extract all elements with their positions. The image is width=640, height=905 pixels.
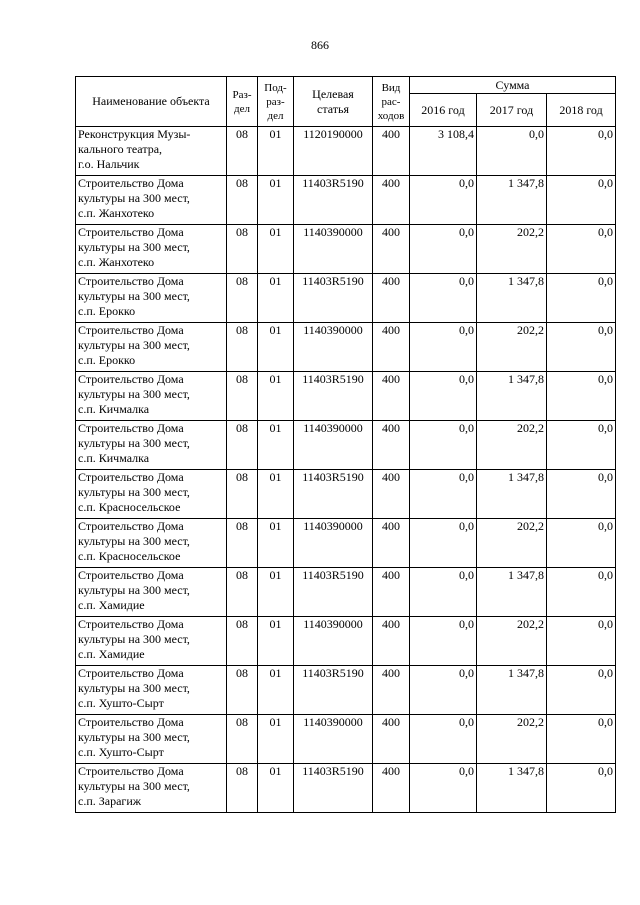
target-article-cell: 1140390000	[294, 617, 373, 666]
section-cell: 08	[227, 764, 258, 813]
target-article-cell: 11403R5190	[294, 372, 373, 421]
sum-2017-cell: 1 347,8	[477, 372, 547, 421]
section-cell: 08	[227, 666, 258, 715]
subsection-cell: 01	[258, 372, 294, 421]
table-row	[76, 666, 616, 715]
subsection-cell: 01	[258, 519, 294, 568]
sum-2017-cell: 1 347,8	[477, 764, 547, 813]
sum-2017-cell: 202,2	[477, 421, 547, 470]
sum-2018-cell: 0,0	[547, 568, 616, 617]
expense-type-cell: 400	[373, 470, 410, 519]
section-cell: 08	[227, 274, 258, 323]
sum-2016-cell: 0,0	[410, 519, 477, 568]
expense-type-cell: 400	[373, 176, 410, 225]
section-cell: 08	[227, 372, 258, 421]
sum-2017-cell: 0,0	[477, 127, 547, 176]
header-year-2018: 2018 год	[547, 94, 616, 127]
table-header	[76, 77, 616, 127]
expense-type-cell: 400	[373, 519, 410, 568]
sum-2018-cell: 0,0	[547, 470, 616, 519]
expense-type-cell: 400	[373, 617, 410, 666]
sum-2018-cell: 0,0	[547, 225, 616, 274]
header-expense-type: Вид рас- ходов	[373, 77, 410, 127]
page-number: 866	[311, 38, 329, 52]
section-cell: 08	[227, 225, 258, 274]
expense-type-cell: 400	[373, 666, 410, 715]
sum-2016-cell: 0,0	[410, 715, 477, 764]
table-row	[76, 764, 616, 813]
sum-2017-cell: 1 347,8	[477, 666, 547, 715]
sum-2017-cell: 1 347,8	[477, 274, 547, 323]
sum-2016-cell: 0,0	[410, 176, 477, 225]
table-row	[76, 323, 616, 372]
table-row	[76, 274, 616, 323]
sum-2018-cell: 0,0	[547, 421, 616, 470]
section-cell: 08	[227, 127, 258, 176]
table-row	[76, 715, 616, 764]
sum-2017-cell: 1 347,8	[477, 176, 547, 225]
subsection-cell: 01	[258, 715, 294, 764]
section-cell: 08	[227, 176, 258, 225]
subsection-cell: 01	[258, 421, 294, 470]
target-article-cell: 1140390000	[294, 715, 373, 764]
section-cell: 08	[227, 617, 258, 666]
target-article-cell: 11403R5190	[294, 470, 373, 519]
sum-2016-cell: 0,0	[410, 274, 477, 323]
section-cell: 08	[227, 421, 258, 470]
object-name-cell: Строительство Дома культуры на 300 мест, с.п. Хамидие	[76, 617, 227, 666]
sum-2017-cell: 202,2	[477, 715, 547, 764]
object-name-cell: Строительство Дома культуры на 300 мест, с.п. Зарагиж	[76, 764, 227, 813]
expense-type-cell: 400	[373, 764, 410, 813]
subsection-cell: 01	[258, 176, 294, 225]
section-cell: 08	[227, 715, 258, 764]
table-row	[76, 519, 616, 568]
expense-type-cell: 400	[373, 225, 410, 274]
target-article-cell: 1140390000	[294, 519, 373, 568]
object-name-cell: Строительство Дома культуры на 300 мест, с.п. Ерокко	[76, 323, 227, 372]
expense-type-cell: 400	[373, 568, 410, 617]
sum-2016-cell: 0,0	[410, 470, 477, 519]
table-row	[76, 617, 616, 666]
sum-2018-cell: 0,0	[547, 617, 616, 666]
header-target: Целевая статья	[294, 77, 373, 127]
object-name-cell: Строительство Дома культуры на 300 мест, с.п. Жанхотеко	[76, 176, 227, 225]
table-row	[76, 176, 616, 225]
sum-2018-cell: 0,0	[547, 274, 616, 323]
expense-type-cell: 400	[373, 274, 410, 323]
target-article-cell: 11403R5190	[294, 666, 373, 715]
header-subsection: Под- раз- дел	[258, 77, 294, 127]
target-article-cell: 11403R5190	[294, 764, 373, 813]
sum-2017-cell: 1 347,8	[477, 568, 547, 617]
sum-2018-cell: 0,0	[547, 519, 616, 568]
sum-2018-cell: 0,0	[547, 666, 616, 715]
object-name-cell: Строительство Дома культуры на 300 мест, с.п. Хушто-Сырт	[76, 715, 227, 764]
section-cell: 08	[227, 568, 258, 617]
section-cell: 08	[227, 470, 258, 519]
object-name-cell: Реконструкция Музы- кального театра, г.о. Нальчик	[76, 127, 227, 176]
subsection-cell: 01	[258, 274, 294, 323]
object-name-cell: Строительство Дома культуры на 300 мест, с.п. Красносельское	[76, 470, 227, 519]
expense-type-cell: 400	[373, 715, 410, 764]
sum-2018-cell: 0,0	[547, 176, 616, 225]
sum-2016-cell: 3 108,4	[410, 127, 477, 176]
sum-2017-cell: 1 347,8	[477, 470, 547, 519]
object-name-cell: Строительство Дома культуры на 300 мест, с.п. Ерокко	[76, 274, 227, 323]
expense-type-cell: 400	[373, 421, 410, 470]
subsection-cell: 01	[258, 617, 294, 666]
sum-2018-cell: 0,0	[547, 764, 616, 813]
subsection-cell: 01	[258, 666, 294, 715]
target-article-cell: 1120190000	[294, 127, 373, 176]
sum-2016-cell: 0,0	[410, 372, 477, 421]
object-name-cell: Строительство Дома культуры на 300 мест, с.п. Кичмалка	[76, 372, 227, 421]
subsection-cell: 01	[258, 764, 294, 813]
header-year-2017: 2017 год	[477, 94, 547, 127]
sum-2016-cell: 0,0	[410, 568, 477, 617]
target-article-cell: 1140390000	[294, 225, 373, 274]
target-article-cell: 11403R5190	[294, 176, 373, 225]
header-year-2016: 2016 год	[410, 94, 477, 127]
sum-2016-cell: 0,0	[410, 225, 477, 274]
sum-2016-cell: 0,0	[410, 764, 477, 813]
sum-2016-cell: 0,0	[410, 421, 477, 470]
object-name-cell: Строительство Дома культуры на 300 мест, с.п. Красносельское	[76, 519, 227, 568]
object-name-cell: Строительство Дома культуры на 300 мест, с.п. Хамидие	[76, 568, 227, 617]
expense-type-cell: 400	[373, 372, 410, 421]
sum-2018-cell: 0,0	[547, 372, 616, 421]
table-row	[76, 127, 616, 176]
sum-2017-cell: 202,2	[477, 323, 547, 372]
target-article-cell: 1140390000	[294, 421, 373, 470]
subsection-cell: 01	[258, 127, 294, 176]
subsection-cell: 01	[258, 568, 294, 617]
sum-2017-cell: 202,2	[477, 519, 547, 568]
section-cell: 08	[227, 323, 258, 372]
object-name-cell: Строительство Дома культуры на 300 мест, с.п. Кичмалка	[76, 421, 227, 470]
sum-2017-cell: 202,2	[477, 617, 547, 666]
subsection-cell: 01	[258, 470, 294, 519]
sum-2016-cell: 0,0	[410, 617, 477, 666]
sum-2016-cell: 0,0	[410, 666, 477, 715]
object-name-cell: Строительство Дома культуры на 300 мест, с.п. Хушто-Сырт	[76, 666, 227, 715]
table-row	[76, 568, 616, 617]
sum-2018-cell: 0,0	[547, 323, 616, 372]
target-article-cell: 11403R5190	[294, 568, 373, 617]
table-row	[76, 372, 616, 421]
header-name: Наименование объекта	[76, 77, 227, 127]
table-row	[76, 421, 616, 470]
sum-2017-cell: 202,2	[477, 225, 547, 274]
section-cell: 08	[227, 519, 258, 568]
header-sum: Сумма	[410, 77, 616, 94]
header-section: Раз- дел	[227, 77, 258, 127]
expense-type-cell: 400	[373, 127, 410, 176]
subsection-cell: 01	[258, 225, 294, 274]
sum-2018-cell: 0,0	[547, 715, 616, 764]
sum-2016-cell: 0,0	[410, 323, 477, 372]
target-article-cell: 1140390000	[294, 323, 373, 372]
object-name-cell: Строительство Дома культуры на 300 мест, с.п. Жанхотеко	[76, 225, 227, 274]
target-article-cell: 11403R5190	[294, 274, 373, 323]
subsection-cell: 01	[258, 323, 294, 372]
budget-table	[75, 76, 616, 813]
sum-2018-cell: 0,0	[547, 127, 616, 176]
table-row	[76, 470, 616, 519]
table-body	[76, 127, 616, 813]
expense-type-cell: 400	[373, 323, 410, 372]
table-row	[76, 225, 616, 274]
